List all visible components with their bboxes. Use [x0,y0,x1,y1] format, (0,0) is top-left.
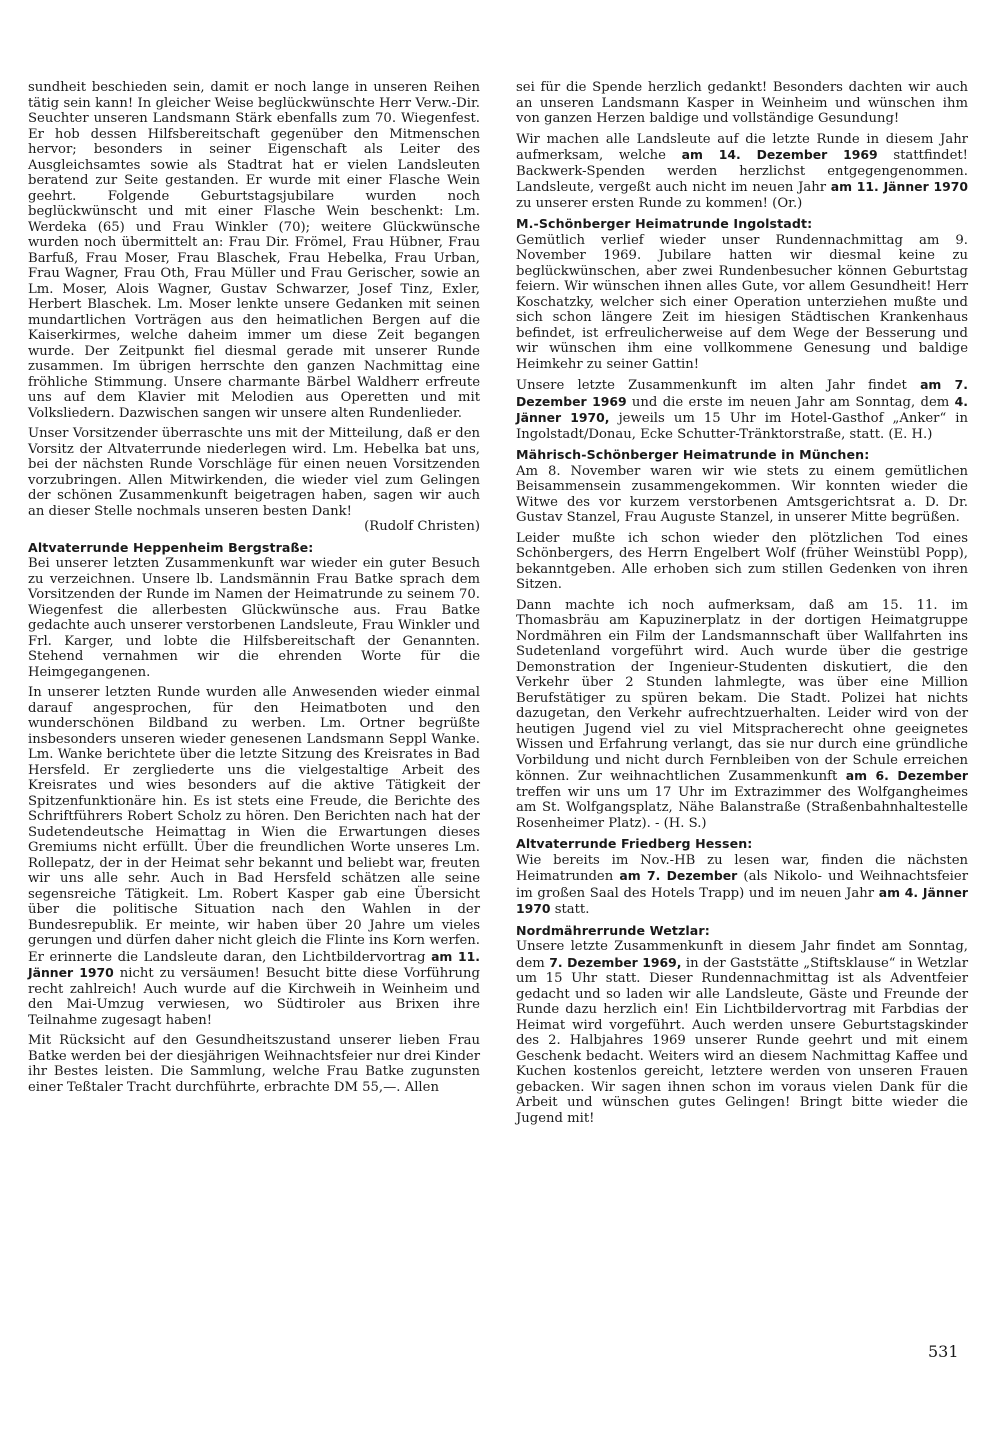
bold-date: am 11. Jänner 1970 [830,179,968,194]
paragraph [516,233,968,373]
paragraph-text: Unser Vorsitzender überraschte uns mit der Mitteilung, daß er den Vorsitz der Altvaterrunde niederlegen wird. Lm. Hebelka bat uns, bei der nächsten Runde Vorschläge für einen neuen Vorsitzenden vorzubringen. Allen Mitwirkenden, die wieder viel zum Gelingen der schönen Zusammenkunft beigetragen haben, sagen wir auch an dieser Stelle nochmals unseren besten Dank! [28,426,480,519]
paragraph-text: Wie bereits im Nov.-HB zu lesen war, finden die nächsten Heimatrunden [516,852,968,884]
paragraph-text: Leider mußte ich schon wieder den plötzlichen Tod eines Schönbergers, des Herrn Engelbert Wolf (früher Weinstübl Popp), bekanntgeben. Alle erhoben sich zum stillen Gedenken von ihren Sitzen. [516,530,968,592]
paragraph [516,939,968,1126]
paragraph-text: jeweils um 15 Uhr im Hotel-Gasthof „Anker“ in Ingolstadt/Donau, Ecke Schutter-Tränktorstraße, statt. (E. H.) [516,411,968,442]
paragraph [28,426,480,535]
paragraph-text: statt. [554,902,590,917]
paragraph [516,853,968,918]
paragraph-text: zu unserer ersten Runde zu kommen! (Or.) [516,195,803,211]
paragraph [516,464,968,526]
bold-date: am 6. Dezember [845,768,968,783]
section-heading: Altvaterrunde Friedberg Hessen: [516,836,753,851]
paragraph [516,377,968,442]
bold-date: 4. Jänner 1970, [516,393,968,425]
bold-date: am 11. Jänner 1970 [28,948,480,980]
section-heading: Nordmährerrunde Wetzlar: [516,922,710,938]
bold-date: am 14. Dezember 1969 [681,147,878,162]
paragraph-text: (als Nikolo- und Weihnachtsfeier im großen Saal des Hotels Trapp) und im neuen Jahr [516,869,968,901]
left-column [28,80,480,1100]
paragraph-text: stattfindet! Backwerk-Spenden werden herzlichst entgegengenommen. Landsleute, vergeßt auch nicht im neuen Jahr [516,148,968,195]
paragraph [516,531,968,593]
paragraph-text: Dann machte ich noch aufmerksam, daß am 15. 11. im Thomasbräu am Kapuzinerplatz in der dortigen Heimatgruppe Nordmähren ein Film der Landsmannschaft über Wallfahrten ins Sudetenland vorgeführt wird. Auch wurde über die gestrige Demonstration der Ingenieur-Studenten diskutiert, die den Verkehr über 2 Stunden lahmlegte, was über eine Million Berufstätiger zu spüren bekam. Die Stadt. Polizei hat nichts dazugetan, den Verkehr aufrechtzuerhalten. Leider wird von der heutigen Jugend viel zu viel Mitspracherecht ohne geeignetes Wissen und Erfahrung verlangt, das sie nur durch eine gründliche Vorbildung und nicht durch Fernbleiben von der Schule erreichen können. Zur weihnachtlichen Zusammenkunft [516,597,968,784]
section-heading: Altvaterrunde Heppenheim Bergstraße: [28,539,314,555]
paragraph [516,80,968,127]
paragraph-text: sundheit beschieden sein, damit er noch lange in unseren Reihen tätig sein kann! In gleicher Weise beglückwünschte Herr Verw.-Dir. Seuchter unseren Landsmann Stärk ebenfalls zum 70. Wiegenfest. Er hob dessen Hilfsbereitschaft gegenüber den Mitmenschen hervor; besonders in seiner Eigenschaft als Leiter des Ausgleichsamtes sowie als Stadtrat hat er vielen Landsleuten beratend zur Seite gestanden. Er wurde mit einer Flasche Wein geehrt. Folgende Geburtstagsjubilare wurden noch beglückwünscht und mit einer Flasche Wein beschenkt: Lm. Werdeka (65) und Frau Winkler (70); weitere Glückwünsche wurden noch übermittelt an: Frau Dir. Frömel, Frau Hübner, Frau Barfuß, Frau Moser, Frau Blaschek, Frau Hebelka, Frau Urban, Frau Wagner, Frau Oth, Frau Müller und Frau Gerischer, sowie an Lm. Moser, Alois Wagner, Gustav Schwarzer, Josef Tinz, Exler, Herbert Blaschek. Lm. Moser lenkte unsere Gedanken mit seinen mundartlichen Vorträgen aus den heimatlichen Bergen auf die Kaiserkirmes, welche daheim immer um diese Zeit begangen wurde. Der Zeitpunkt fiel diesmal gerade mit unserer Runde zusammen. Im übrigen herrschte den ganzen Nachmittag eine fröhliche Stimmung. Unsere charmante Bärbel Waldherr erfreute uns auf dem Klavier mit Melodien aus Operetten und mit Volksliedern. Dazwischen sangen wir unsere alten Rundenlieder. [28,80,480,421]
paragraph-text: Mit Rücksicht auf den Gesundheitszustand unserer lieben Frau Batke werden bei der diesjährigen Weihnachtsfeier nur drei Kinder ihr Bestes leisten. Die Sammlung, welche Frau Batke zugunsten einer Teßtaler Tracht durchführte, erbrachte DM 55,—. Allen [28,1033,480,1095]
signature: (Rudolf Christen) [364,519,480,534]
paragraph-text: In unserer letzten Runde wurden alle Anwesenden wieder einmal darauf angesprochen, für den Heimatboten und den wunderschönen Bildband zu werben. Lm. Ortner begrüßte insbesonders unseren wieder genesenen Landsmann Seppl Wanke. Lm. Wanke berichtete über die letzte Sitzung des Kreisrates in Bad Hersfeld. Er zergliederte uns die vielgestaltige Arbeit des Kreisrates und wies besonders auf die aktive Tätigkeit der Spitzenfunktionäre hin. Es ist stets eine Freude, die Berichte des Schriftführers Robert Scholz zu hören. Den Berichten nach hat der Sudetendeutsche Heimattag in Wien die Erwartungen dieses Gremiums nicht erfüllt. Über die freundlichen Worte unseres Lm. Rollepatz, der in der Heimat sehr bekannt und beliebt war, freuten wir uns alle sehr. Auch in Bad Hersfeld schätzen alle seine segensreiche Tätigkeit. Lm. Robert Kasper gab eine Übersicht über die politische Situation nach den Wahlen in der Bundesrepublik. Er meinte, wir haben über 20 Jahre um vieles gerungen und dürfen daher nicht gleich die Flinte ins Korn werfen. Er erinnerte die Landsleute daran, den Lichtbildervortrag [28,685,480,965]
paragraph [28,556,480,680]
paragraph [516,132,968,212]
section-heading: Mährisch-Schönberger Heimatrunde in München: [516,447,870,462]
paragraph [28,1033,480,1095]
bold-date: am 7. Dezember 1969 [516,377,968,409]
paragraph [28,685,480,1028]
paragraph-text: Wir machen alle Landsleute auf die letzte Runde in diesem Jahr aufmerksam, welche [516,131,968,163]
page-number: 531 [928,1342,959,1361]
paragraph [516,598,968,832]
paragraph-text: treffen wir uns um 17 Uhr im Extrazimmer des Wolfgangheimes am St. Wolfgangsplatz, Nähe Balanstraße (Straßenbahnhaltestelle Rosenheimer Platz). - (H. S.) [516,784,968,831]
paragraph-text: Bei unserer letzten Zusammenkunft war wieder ein guter Besuch zu verzeichnen. Unsere lb. Landsmännin Frau Batke sprach dem Vorsitzenden der Runde im Namen der Heimatrunde zu seinem 70. Wiegenfest die allerbesten Glückwünsche aus. Frau Batke gedachte auch unserer verstorbenen Landsleute, Frau Winkler und Frl. Karger, und lobte die Hilfsbereitschaft der Genannten. Stehend vernahmen wir die ehrenden Worte für die Heimgegangenen. [28,556,480,680]
right-column [516,80,968,1131]
paragraph-text: in der Gaststätte „Stiftsklause“ in Wetzlar um 15 Uhr statt. Dieser Rundennachmittag ist als Adventfeier gedacht und so laden wir alle Landsleute, Gäste und Freunde der Runde dazu herzlich ein! Ein Lichtbildervortrag mit Farbdias der Heimat wird vorgeführt. Auch werden unsere Geburtstagskinder des 2. Halbjahres 1969 unserer Runde geehrt und mit einem Geschenk bedacht. Weiters wird an diesem Nachmittag Kaffee und Kuchen kostenlos gereicht, letztere werden von unseren Frauen gebacken. Wir sagen ihnen schon im voraus vielen Dank für die Arbeit und wünschen gutes Gelingen! Bringt bitte wieder die Jugend mit! [516,955,969,1126]
paragraph-text: Unsere letzte Zusammenkunft im alten Jahr findet [516,378,907,393]
paragraph-text: Gemütlich verlief wieder unser Rundennachmittag am 9. November 1969. Jubilare hatten wir diesmal keine zu beglückwünschen, aber zwei Rundenbesucher können Geburtstag feiern. Wir wünschen ihnen alles Gute, vor allem Gesundheit! Herr Koschatzky, welcher sich einer Operation unterziehen mußte und sich schon längere Zeit im hiesigen Städtischen Krankenhaus befindet, ist erfreulicherweise auf dem Wege der Besserung und wir wünschen ihm eine vollkommene Genesung und baldige Heimkehr zu seiner Gattin! [516,232,968,372]
paragraph-text: sei für die Spende herzlich gedankt! Besonders dachten wir auch an unseren Landsmann Kasper in Weinheim und wünschen ihm von ganzen Herzen baldige und vollständige Gesundung! [516,80,968,126]
section-heading: M.-Schönberger Heimatrunde Ingolstadt: [516,216,813,231]
paragraph-text: Unsere letzte Zusammenkunft in diesem Jahr findet am Sonntag, dem [516,939,968,971]
bold-date: 7. Dezember 1969, [549,954,682,970]
bold-date: am 4. Jänner 1970 [516,884,968,916]
paragraph [28,80,480,421]
paragraph-text: nicht zu versäumen! Besucht bitte diese Vorführung recht zahlreich! Auch wurde auf die Kirchweih in Weinheim und den Mai-Umzug verwiesen, wo Südtiroler aus Brixen ihre Teilnahme zugesagt haben! [28,966,480,1028]
paragraph-text: Am 8. November waren wir wie stets zu einem gemütlichen Beisammensein zusammengekommen. Wir konnten wieder die Witwe des vor kurzem verstorbenen Amtsgerichtsrat a. D. Dr. Gustav Stanzel, Frau Auguste Stanzel, in unserer Mitte begrüßen. [516,463,968,525]
bold-date: am 7. Dezember [619,868,738,883]
paragraph-text: und die erste im neuen Jahr am Sonntag, dem [631,394,950,410]
